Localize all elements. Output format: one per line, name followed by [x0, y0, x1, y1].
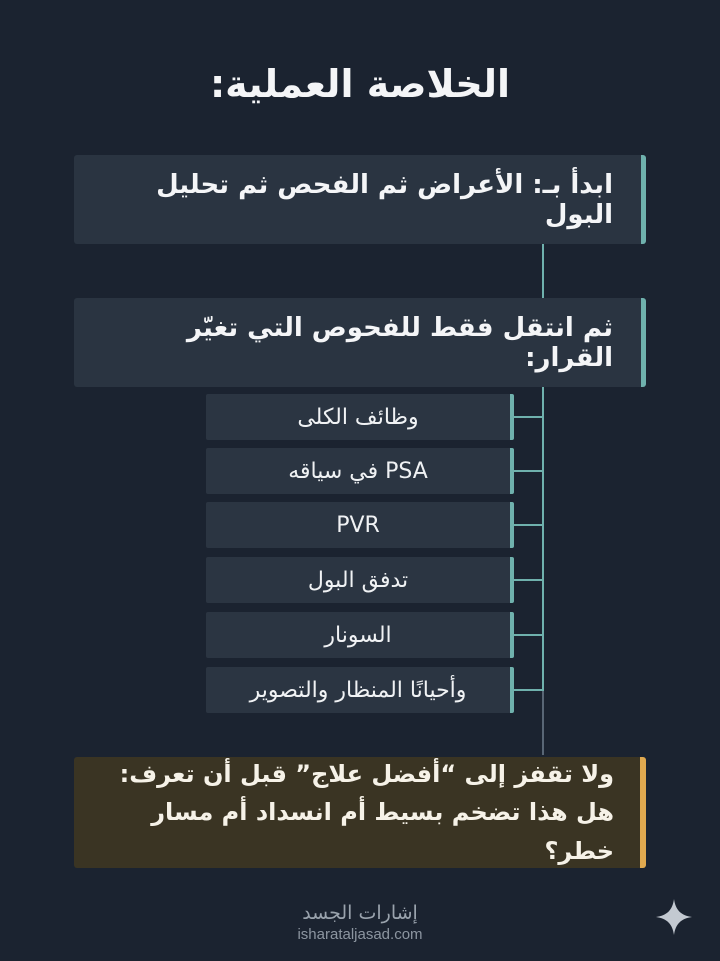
step-start-text: ابدأ بـ: الأعراض ثم الفحص ثم تحليل البول	[156, 169, 613, 230]
test-item	[206, 612, 514, 658]
test-item-label: PSA في سياقه	[288, 458, 428, 484]
step-tests-card	[74, 298, 646, 387]
warning-card	[74, 757, 646, 868]
test-item	[206, 502, 514, 548]
branch-line	[514, 470, 544, 472]
test-item-label: وظائف الكلى	[297, 404, 419, 430]
test-item-label: PVR	[336, 512, 380, 538]
branch-line	[514, 579, 544, 581]
branch-line	[514, 416, 544, 418]
branch-line	[514, 634, 544, 636]
step-start-card	[74, 155, 646, 244]
test-item-label: تدفق البول	[307, 567, 409, 593]
test-item-label: وأحيانًا المنظار والتصوير	[249, 677, 467, 703]
website-link[interactable]: isharataljasad.com	[297, 926, 423, 943]
footer	[0, 902, 720, 943]
test-item	[206, 557, 514, 603]
test-item	[206, 448, 514, 494]
test-item-label: السونار	[324, 622, 392, 648]
warning-line-2: هل هذا تضخم بسيط أم انسداد أم مسار خطر؟	[151, 798, 614, 865]
brand-name: إشارات الجسد	[302, 902, 418, 924]
test-item	[206, 394, 514, 440]
step-tests-text: ثم انتقل فقط للفحوص التي تغيّر القرار:	[186, 312, 613, 373]
page-title: الخلاصة العملية:	[209, 62, 510, 106]
sparkle-icon	[654, 897, 694, 937]
connector-line	[542, 244, 544, 298]
warning-line-1: ولا تقفز إلى “أفضل علاج” قبل أن تعرف:	[119, 759, 614, 788]
branch-line	[514, 524, 544, 526]
test-item	[206, 667, 514, 713]
connector-trunk-accent	[542, 387, 544, 691]
branch-line	[514, 689, 544, 691]
